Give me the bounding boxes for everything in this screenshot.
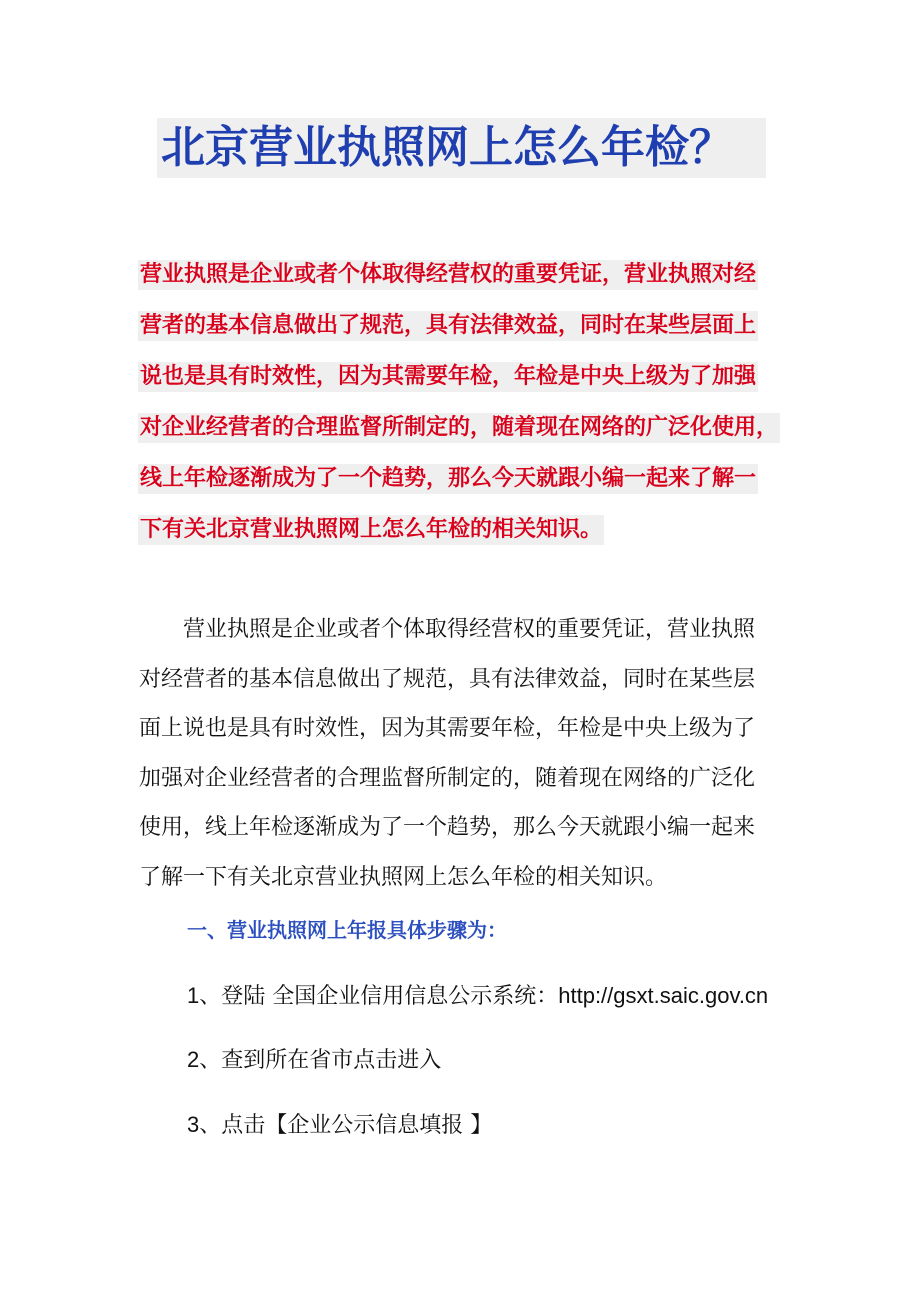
intro-line-text: 说也是具有时效性，因为其需要年检，年检是中央上级为了加强 (138, 362, 758, 392)
intro-line (138, 464, 798, 515)
step-text: 、登陆 全国企业信用信息公示系统： (199, 984, 559, 1009)
body-line: 营业执照是企业或者个体取得经营权的重要凭证，营业执照 (139, 617, 756, 642)
step-item (187, 1044, 441, 1077)
body-line: 加强对企业经营者的合理监督所制定的，随着现在网络的广泛化 (139, 765, 756, 791)
body-line: 了解一下有关北京营业执照网上怎么年检的相关知识。 (139, 864, 668, 890)
intro-line-text: 下有关北京营业执照网上怎么年检的相关知识。 (138, 515, 604, 545)
intro-line (138, 260, 798, 311)
intro-paragraph (138, 260, 798, 566)
intro-line-text: 对企业经营者的合理监督所制定的，随着现在网络的广泛化使用， (138, 413, 780, 443)
intro-line (138, 413, 798, 464)
step-number: 2 (187, 1047, 200, 1072)
intro-line (138, 311, 798, 362)
step-item (187, 980, 768, 1013)
step-link[interactable]: http://gsxt.saic.gov.cn (558, 983, 769, 1008)
intro-line-text: 营者的基本信息做出了规范，具有法律效益，同时在某些层面上 (138, 311, 758, 341)
step-text: 、点击【企业公示信息填报 】 (199, 1113, 493, 1138)
page-title: 北京营业执照网上怎么年检？ (157, 118, 766, 178)
step-text: 、查到所在省市点击进入 (199, 1048, 442, 1073)
step-number: 1 (187, 983, 200, 1008)
body-paragraph (139, 605, 789, 902)
intro-line (138, 362, 798, 413)
body-line: 对经营者的基本信息做出了规范，具有法律效益，同时在某些层 (139, 666, 756, 692)
intro-line-text: 营业执照是企业或者个体取得经营权的重要凭证，营业执照对经 (138, 260, 758, 290)
intro-line (138, 515, 798, 566)
intro-line-text: 线上年检逐渐成为了一个趋势，那么今天就跟小编一起来了解一 (138, 464, 758, 494)
body-line: 面上说也是具有时效性，因为其需要年检，年检是中央上级为了 (139, 716, 756, 741)
body-line: 使用，线上年检逐渐成为了一个趋势，那么今天就跟小编一起来 (139, 815, 756, 840)
step-number: 3 (187, 1112, 200, 1137)
step-item (187, 1109, 492, 1142)
section-heading: 一、营业执照网上年报具体步骤为： (187, 918, 507, 942)
